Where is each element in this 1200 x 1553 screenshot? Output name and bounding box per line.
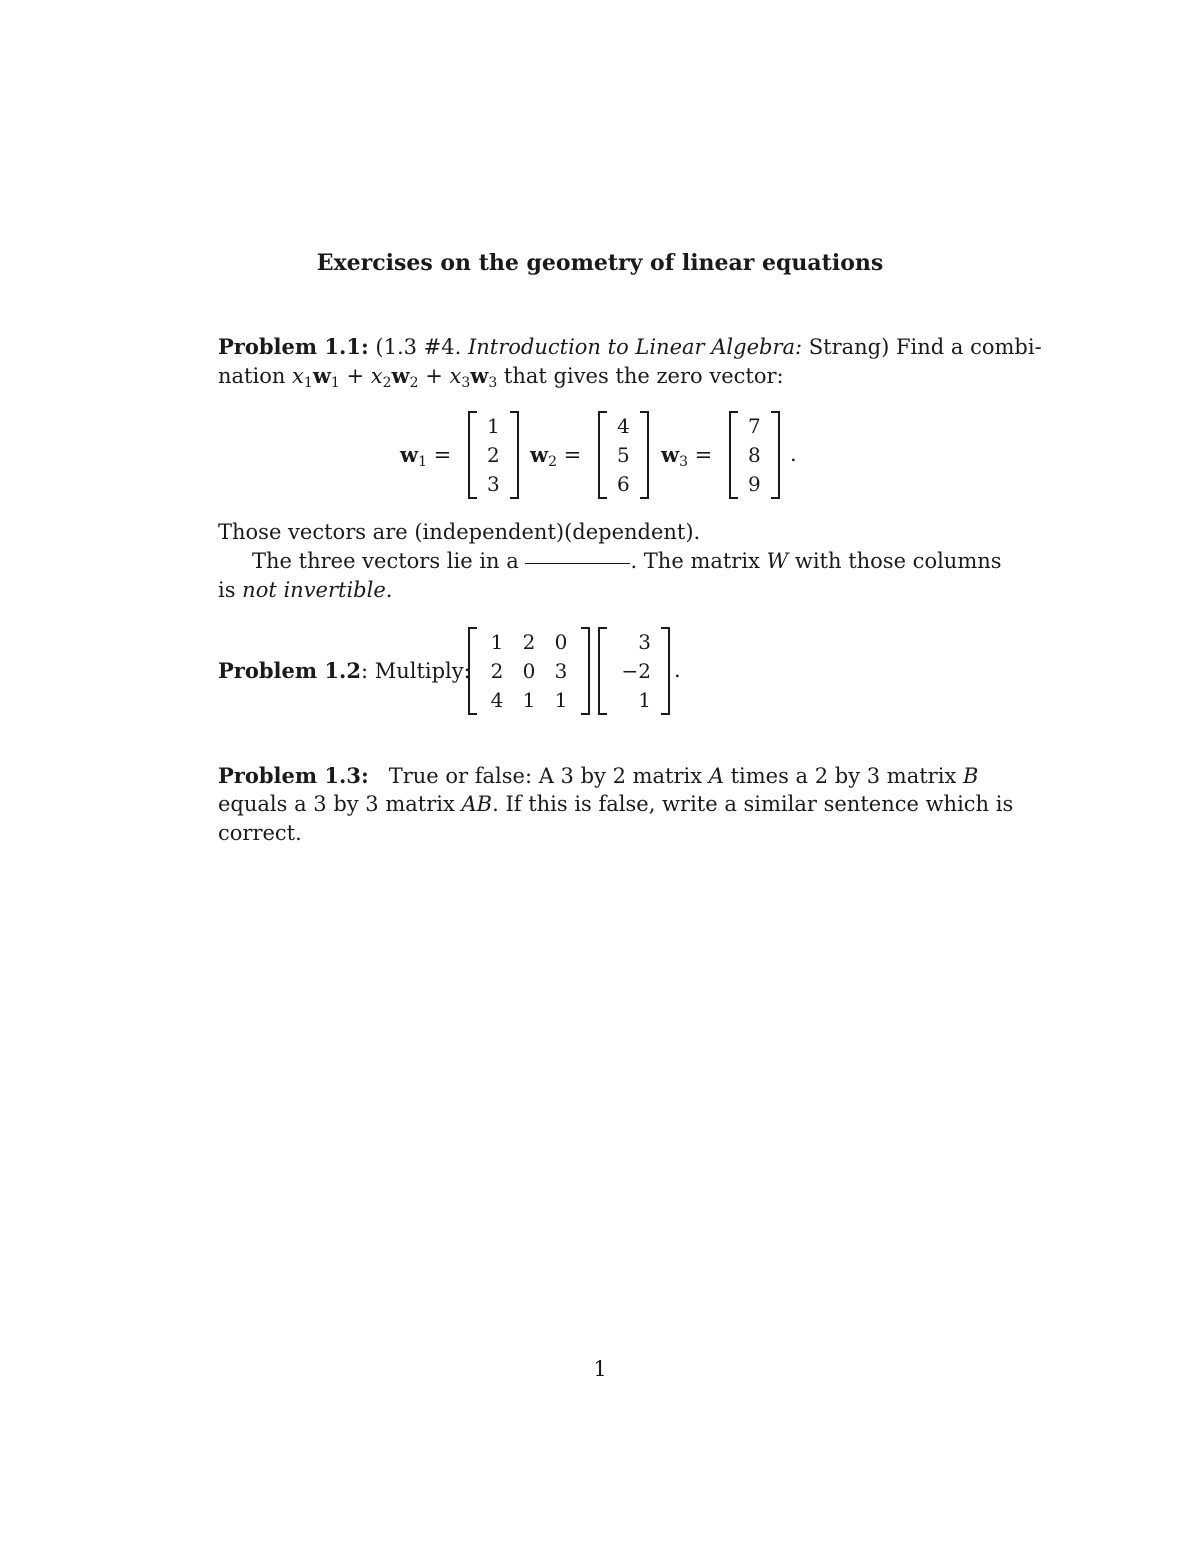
bracket-right	[510, 411, 519, 499]
answer-blank	[525, 562, 630, 564]
problem-1-2-line: Problem 1.2: Multiply:	[218, 658, 471, 683]
vector-label-w1: $w_1$ =	[400, 442, 452, 470]
column-vector: 3 −2 1	[598, 627, 670, 715]
equation-period: .	[790, 442, 797, 466]
plane-line: The three vectors lie in a . The matrix W with those columns	[252, 549, 1002, 573]
matrix-3x3: 1 2 0 2 0 3 4 1 1	[468, 627, 590, 715]
bracket-left	[468, 627, 477, 715]
problem-1-3-line3: correct.	[218, 821, 302, 845]
product-period: .	[674, 658, 681, 682]
bracket-left	[468, 411, 477, 499]
vector-w2: 4 5 6	[598, 411, 649, 499]
dependence-line: Those vectors are (independent)(dependent).	[218, 520, 701, 544]
problem-1-1-label: Problem 1.1	[218, 334, 361, 359]
page-number: 1	[593, 1357, 607, 1381]
page-title: Exercises on the geometry of linear equations	[316, 250, 884, 276]
problem-1-1-line2: nation $x_1w_1 + x_2w_2 + x_3w_3$ that gives the zero vector:	[218, 363, 784, 391]
problem-1-3-line1: Problem 1.3: True or false: A 3 by 2 matrix A times a 2 by 3 matrix B	[218, 763, 979, 788]
book-title: Introduction to Linear Algebra:	[467, 335, 803, 359]
bracket-left	[598, 411, 607, 499]
vector-label-w3: $w_3$ =	[661, 442, 713, 470]
problem-1-3-label: Problem 1.3	[218, 763, 361, 788]
bracket-right	[581, 627, 590, 715]
bracket-right	[661, 627, 670, 715]
bracket-right	[640, 411, 649, 499]
bracket-right	[771, 411, 780, 499]
bracket-left	[729, 411, 738, 499]
problem-1-1-line1: Problem 1.1: (1.3 #4. Introduction to Linear Algebra: Strang) Find a combi-	[218, 334, 1042, 359]
problem-1-2-label: Problem 1.2	[218, 658, 361, 683]
problem-1-3-line2: equals a 3 by 3 matrix AB. If this is false, write a similar sentence which is	[218, 792, 1014, 816]
vector-w3: 7 8 9	[729, 411, 780, 499]
vector-label-w2: $w_2$ =	[530, 442, 582, 470]
vector-w1: 1 2 3	[468, 411, 519, 499]
bracket-left	[598, 627, 607, 715]
invertible-line: is not invertible.	[218, 578, 393, 602]
